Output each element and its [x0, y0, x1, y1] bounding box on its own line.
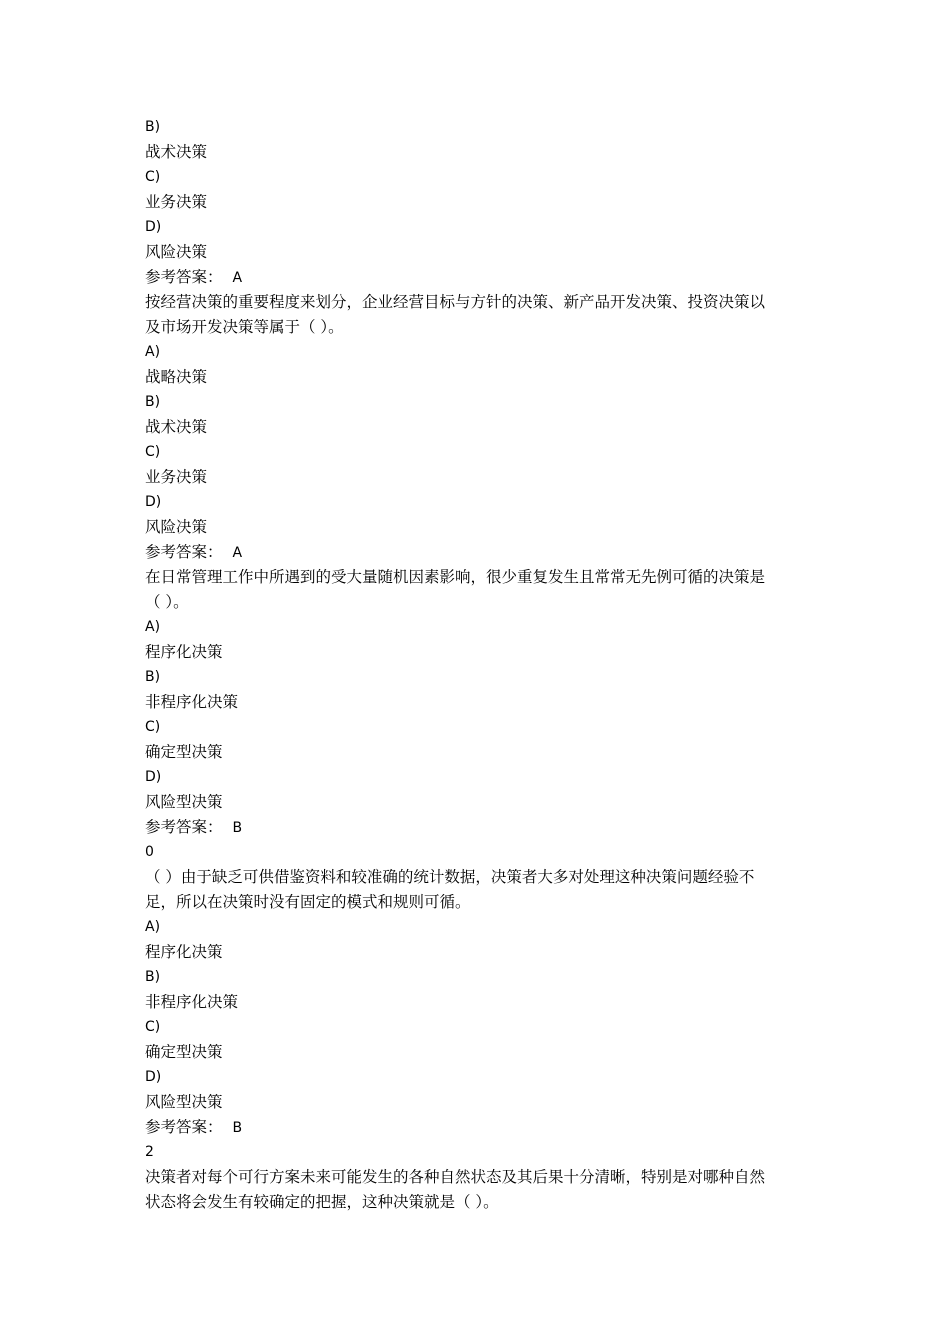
answer-value: B [232, 1120, 243, 1136]
option-text: 战术决策 [145, 143, 208, 161]
question-line: 状态将会发生有较确定的把握，这种决策就是（ ）。 [145, 1193, 499, 1211]
option-text: 非程序化决策 [145, 693, 239, 711]
option-text: 确定型决策 [145, 1043, 223, 1061]
option-text: 风险型决策 [145, 793, 223, 811]
option-label: D) [145, 494, 162, 510]
question-line: 决策者对每个可行方案未来可能发生的各种自然状态及其后果十分清晰，特别是对哪种自然 [145, 1168, 766, 1186]
option-text: 风险决策 [145, 518, 208, 536]
option-label: A) [145, 919, 161, 935]
answer-label: 参考答案： [145, 1118, 223, 1136]
question-line: （ ）由于缺乏可供借鉴资料和较准确的统计数据，决策者大多对处理这种决策问题经验不 [145, 868, 755, 886]
option-label: B) [145, 669, 161, 685]
question-line: 及市场开发决策等属于（ ）。 [145, 318, 344, 336]
option-label: C) [145, 1019, 161, 1035]
question-line: 按经营决策的重要程度来划分，企业经营目标与方针的决策、新产品开发决策、投资决策以 [145, 293, 766, 311]
option-text: 业务决策 [145, 193, 208, 211]
option-text: 风险决策 [145, 243, 208, 261]
question-line: （ ）。 [145, 593, 189, 611]
option-label: A) [145, 344, 161, 360]
option-label: D) [145, 769, 162, 785]
question-content [145, 115, 810, 1215]
answer-label: 参考答案： [145, 818, 223, 836]
question-text [145, 565, 810, 615]
reference-answer [145, 815, 810, 840]
option-text: 程序化决策 [145, 943, 223, 961]
option-label: B) [145, 119, 161, 135]
option-label: B) [145, 969, 161, 985]
question-text [145, 1165, 810, 1215]
question-text [145, 865, 810, 915]
option-label: A) [145, 619, 161, 635]
answer-value: A [232, 545, 243, 561]
option-text: 战略决策 [145, 368, 208, 386]
reference-answer [145, 540, 810, 565]
option-text: 程序化决策 [145, 643, 223, 661]
question-line: 足，所以在决策时没有固定的模式和规则可循。 [145, 893, 471, 911]
option-text: 非程序化决策 [145, 993, 239, 1011]
option-label: D) [145, 219, 162, 235]
option-label: C) [145, 719, 161, 735]
answer-label: 参考答案： [145, 268, 223, 286]
option-label: B) [145, 394, 161, 410]
question-number: 2 [145, 1144, 154, 1160]
question-line: 在日常管理工作中所遇到的受大量随机因素影响，很少重复发生且常常无先例可循的决策是 [145, 568, 766, 586]
reference-answer [145, 1115, 810, 1140]
option-label: C) [145, 169, 161, 185]
option-label: D) [145, 1069, 162, 1085]
answer-label: 参考答案： [145, 543, 223, 561]
answer-value: B [232, 820, 243, 836]
question-text [145, 290, 810, 340]
question-number: 0 [145, 844, 154, 860]
option-text: 风险型决策 [145, 1093, 223, 1111]
option-text: 战术决策 [145, 418, 208, 436]
reference-answer [145, 265, 810, 290]
answer-value: A [232, 270, 243, 286]
option-text: 确定型决策 [145, 743, 223, 761]
option-text: 业务决策 [145, 468, 208, 486]
option-label: C) [145, 444, 161, 460]
